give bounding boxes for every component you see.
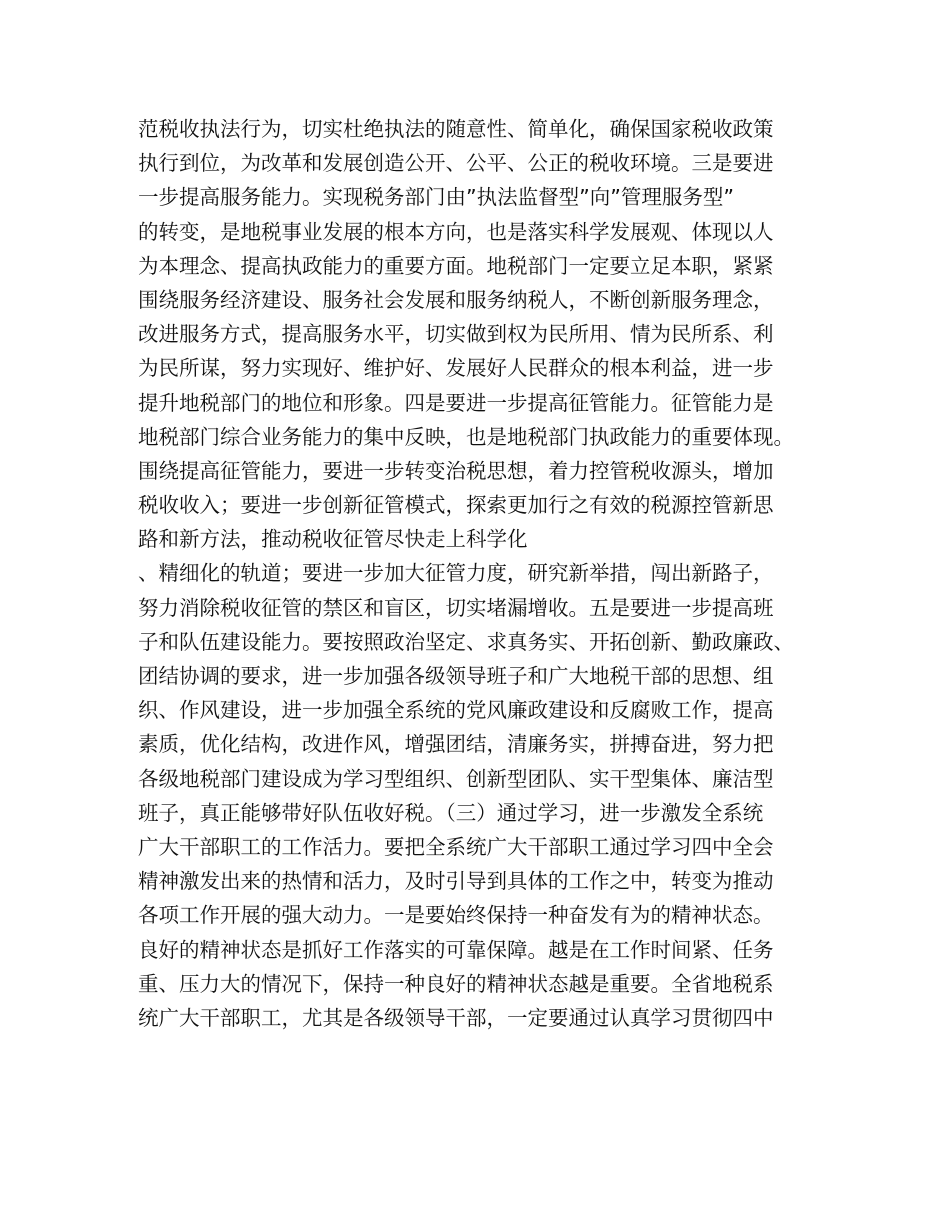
text-line: 的转变，是地税事业发展的根本方向，也是落实科学发展观、体现以人: [138, 219, 774, 244]
text-line: 各级地税部门建设成为学习型组织、创新型团队、实干型集体、廉洁型: [138, 766, 774, 791]
text-line: 各项工作开展的强大动力。一是要始终保持一种奋发有为的精神状态。: [138, 903, 774, 928]
text-line: 素质，优化结构，改进作风，增强团结，清廉务实，拼搏奋进，努力把: [138, 732, 774, 757]
text-line: 税收收入；要进一步创新征管模式，探索更加行之有效的税源控管新思: [138, 493, 774, 518]
text-line: 织、作风建设，进一步加强全系统的党风廉政建设和反腐败工作，提高: [138, 698, 774, 723]
text-line: 地税部门综合业务能力的集中反映，也是地税部门执政能力的重要体现。: [138, 424, 794, 449]
text-line: 良好的精神状态是抓好工作落实的可靠保障。越是在工作时间紧、任务: [138, 937, 774, 962]
text-line: 路和新方法，推动税收征管尽快走上科学化: [138, 527, 528, 552]
text-line: 围绕服务经济建设、服务社会发展和服务纳税人，不断创新服务理念，: [138, 287, 774, 312]
text-line: 范税收执法行为，切实杜绝执法的随意性、简单化，确保国家税收政策: [138, 117, 774, 141]
text-line: 班子，真正能够带好队伍收好税。（三）通过学习，进一步激发全系统: [138, 800, 764, 825]
text-line: 改进服务方式，提高服务水平，切实做到权为民所用、情为民所系、利: [138, 322, 774, 347]
text-line: 执行到位，为改革和发展创造公开、公平、公正的税收环境。三是要进: [138, 151, 774, 176]
text-line: 广大干部职工的工作活力。要把全系统广大干部职工通过学习四中全会: [138, 834, 774, 859]
text-line: 提升地税部门的地位和形象。四是要进一步提高征管能力。征管能力是: [138, 390, 774, 415]
text-line: 努力消除税收征管的禁区和盲区，切实堵漏增收。五是要进一步提高班: [138, 595, 774, 620]
text-line: 为民所谋，努力实现好、维护好、发展好人民群众的根本利益，进一步: [138, 356, 774, 381]
text-line: 为本理念、提高执政能力的重要方面。地税部门一定要立足本职，紧紧: [138, 253, 774, 278]
text-line: 一步提高服务能力。实现税务部门由”执法监督型”向”管理服务型”: [138, 185, 734, 210]
text-line: 重、压力大的情况下，保持一种良好的精神状态越是重要。全省地税系: [138, 971, 774, 996]
text-line: 精神激发出来的热情和活力，及时引导到具体的工作之中，转变为推动: [138, 869, 774, 894]
text-line: 团结协调的要求，进一步加强各级领导班子和广大地税干部的思想、组: [138, 664, 774, 688]
text-line: 统广大干部职工，尤其是各级领导干部，一定要通过认真学习贯彻四中: [138, 1005, 774, 1030]
text-line: 围绕提高征管能力，要进一步转变治税思想，着力控管税收源头，增加: [138, 458, 774, 483]
document-body: [138, 112, 838, 1035]
text-line: 子和队伍建设能力。要按照政治坚定、求真务实、开拓创新、勤政廉政、: [138, 629, 794, 654]
text-line: 、精细化的轨道；要进一步加大征管力度，研究新举措，闯出新路子，: [138, 561, 774, 586]
